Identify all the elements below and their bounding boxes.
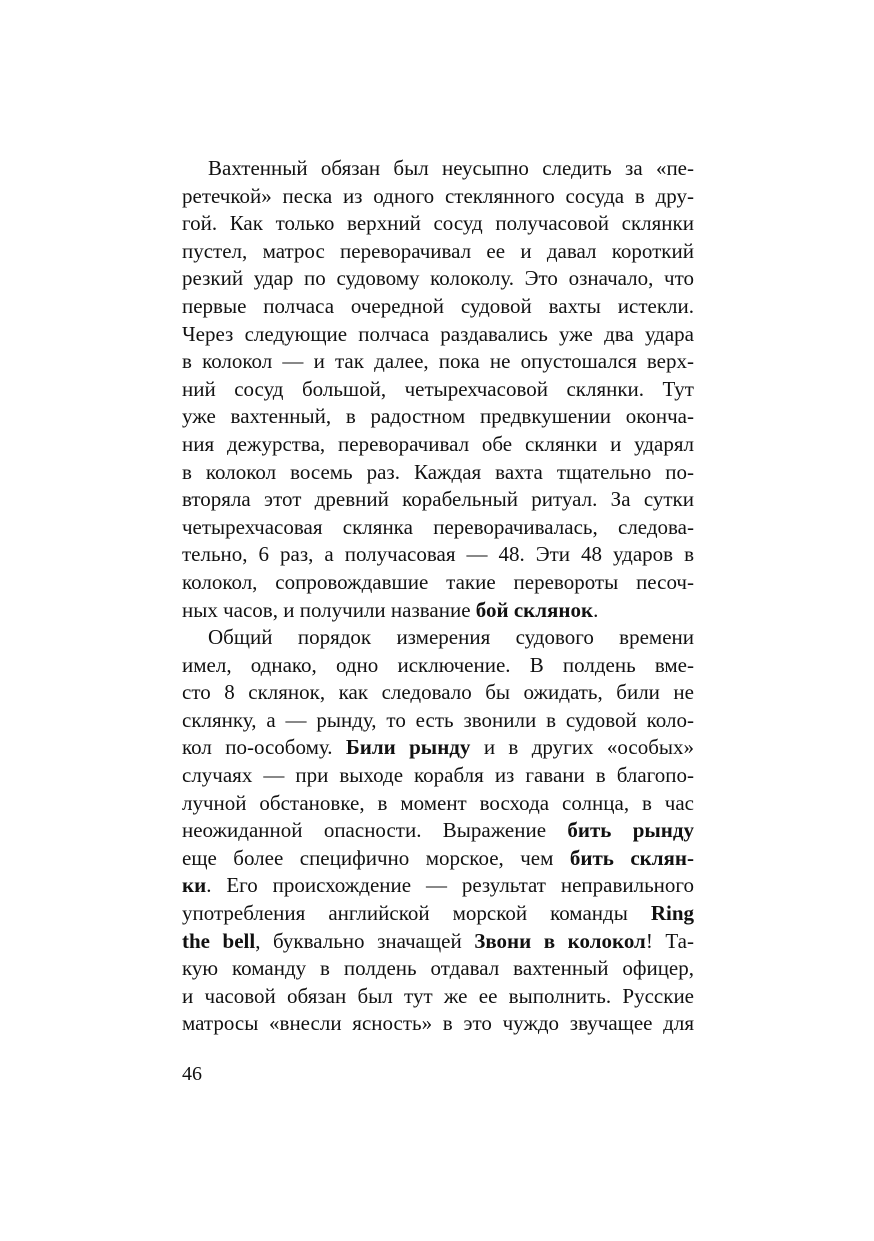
text-line: в колокол — и так далее, пока не опустошался верх-	[182, 349, 694, 374]
text-line: ний сосуд большой, четырехчасовой склянки. Тут	[182, 376, 694, 401]
text-line: склянку, а — рынду, то есть звонили в судовой коло-	[182, 707, 694, 732]
term-bit-sklyanki-end: ки	[182, 873, 207, 898]
term-bit-sklyanki: бить склян-	[569, 845, 694, 870]
text-line: Общий порядок измерения судового времени	[208, 625, 694, 650]
text-line: четырехчасовая склянка переворачивалась, следова-	[182, 514, 694, 539]
text-line: матросы «внесли ясность» в это чуждо звучащее для	[182, 1011, 694, 1036]
text-line: в колокол восемь раз. Каждая вахта тщательно по-	[182, 459, 694, 484]
term-the-bell: the bell	[182, 928, 256, 953]
text-line: уже вахтенный, в радостном предвкушении оконча-	[182, 404, 694, 429]
text-line: ки. Его происхождение — результат неправильного	[182, 873, 694, 898]
paragraph-2	[182, 624, 694, 1038]
text-line: имел, однако, одно исключение. В полдень вме-	[182, 652, 694, 677]
term-boi-sklyanok: бой склянок	[475, 597, 594, 622]
text-line: кол по-особому. Били рынду и в других «особых»	[182, 735, 694, 760]
text-line: лучной обстановке, в момент восхода солнца, в час	[182, 790, 694, 815]
text-line: Через следующие полчаса раздавались уже два удара	[182, 321, 694, 346]
text-line: ретечкой» песка из одного стеклянного сосуда в дру-	[182, 183, 694, 208]
text-line: кую команду в полдень отдавал вахтенный офицер,	[182, 956, 694, 981]
page-number: 46	[182, 1063, 202, 1085]
text-line: сто 8 склянок, как следовало бы ожидать, били не	[182, 680, 694, 705]
text-line: случаях — при выходе корабля из гавани в благопо-	[182, 763, 694, 788]
text-line: вторяла этот древний корабельный ритуал. За сутки	[182, 487, 694, 512]
text-line: пустел, матрос переворачивал ее и давал короткий	[182, 238, 694, 263]
text-line: и часовой обязан был тут же ее выполнить. Русские	[182, 983, 694, 1008]
text-line: колокол, сопровождавшие такие перевороты песоч-	[182, 569, 694, 594]
text-line: первые полчаса очередной судовой вахты истекли.	[182, 293, 694, 318]
text-line: гой. Как только верхний сосуд получасовой склянки	[182, 211, 694, 236]
text-line: Вахтенный обязан был неусыпно следить за «пе-	[208, 156, 694, 180]
text-line: ных часов, и получили название бой склянок.	[182, 597, 599, 622]
text-line: ния дежурства, переворачивал обе склянки и ударял	[182, 431, 694, 456]
text-line: неожиданной опасности. Выражение бить рынду	[182, 818, 694, 843]
term-ring: Ring	[650, 901, 694, 926]
text-line: the bell, буквально значащей Звони в колокол! Та-	[182, 928, 695, 953]
body-text	[182, 155, 694, 1038]
term-bili-ryndu: Били рынду	[345, 735, 471, 760]
text-line: еще более специфично морское, чем бить склян-	[182, 845, 694, 870]
text-line: резкий удар по судовому колоколу. Это означало, что	[182, 266, 694, 291]
paragraph-1	[182, 155, 694, 624]
term-bit-ryndu: бить рынду	[567, 818, 694, 843]
text-line: употребления английской морской команды Ring	[182, 901, 694, 926]
text-line: тельно, 6 раз, а получасовая — 48. Эти 48 ударов в	[182, 542, 694, 567]
term-zvoni-v-kolokol: Звони в колокол	[474, 928, 646, 953]
